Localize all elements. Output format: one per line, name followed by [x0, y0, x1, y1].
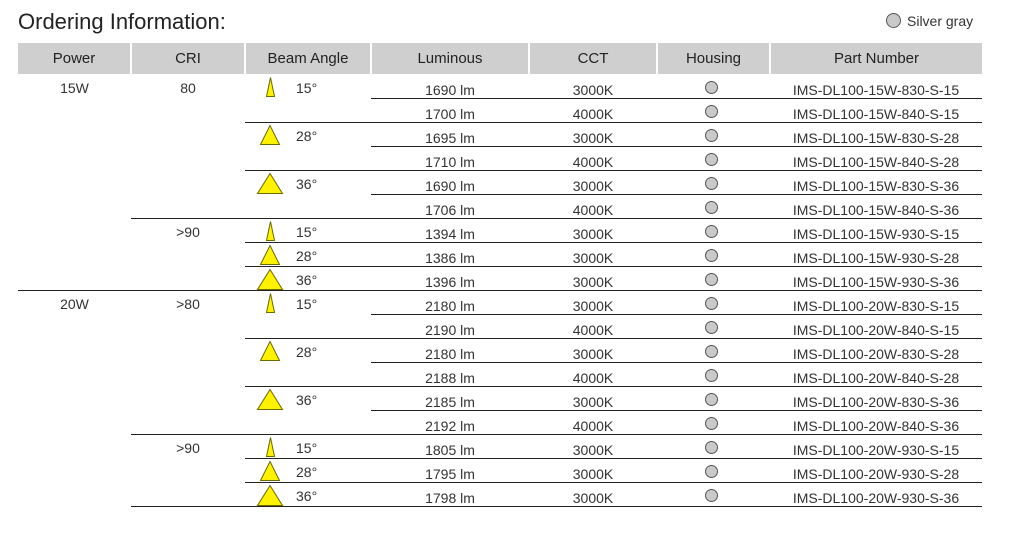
- beam-angle-cone-icon: [260, 461, 280, 481]
- luminous-cell: 2180 lm: [425, 298, 475, 314]
- housing-silver-gray-icon: [705, 177, 718, 190]
- part-number-cell: IMS-DL100-20W-840-S-36: [792, 418, 960, 434]
- cct-cell: 4000K: [572, 370, 614, 386]
- cct-cell: 4000K: [572, 322, 614, 338]
- cri-cell: 80: [180, 80, 196, 96]
- luminous-cell: 1805 lm: [425, 442, 475, 458]
- cri-divider: [131, 434, 371, 435]
- housing-silver-gray-icon: [705, 273, 718, 286]
- power-divider: [18, 290, 371, 291]
- row-divider: [371, 482, 982, 483]
- legend-label: Silver gray: [907, 13, 974, 29]
- luminous-cell: 1710 lm: [425, 154, 475, 170]
- housing-silver-gray-icon: [705, 489, 718, 502]
- cct-cell: 4000K: [572, 154, 614, 170]
- luminous-cell: 1700 lm: [425, 106, 475, 122]
- housing-legend: [886, 13, 973, 29]
- header-cri: CRI: [132, 43, 244, 74]
- housing-silver-gray-icon: [705, 129, 718, 142]
- cct-cell: 3000K: [572, 130, 614, 146]
- beam-angle-label: 36°: [296, 176, 318, 192]
- beam-angle-label: 36°: [296, 272, 318, 288]
- housing-silver-gray-icon: [705, 297, 718, 310]
- beam-angle-cone-icon: [257, 485, 283, 506]
- row-divider: [371, 170, 982, 171]
- part-number-cell: IMS-DL100-15W-830-S-36: [792, 178, 960, 194]
- beam-angle-label: 15°: [296, 296, 318, 312]
- luminous-cell: 2185 lm: [425, 394, 475, 410]
- housing-silver-gray-icon: [705, 441, 718, 454]
- row-divider: [371, 338, 982, 339]
- row-divider: [371, 242, 982, 243]
- luminous-cell: 1690 lm: [425, 178, 475, 194]
- part-number-cell: IMS-DL100-15W-840-S-28: [792, 154, 960, 170]
- row-divider: [371, 458, 982, 459]
- header-part-number: Part Number: [771, 43, 982, 74]
- luminous-cell: 1396 lm: [425, 274, 475, 290]
- housing-silver-gray-icon: [705, 345, 718, 358]
- cri-divider: [131, 218, 371, 219]
- cri-cell: >80: [176, 296, 200, 312]
- row-divider: [371, 434, 982, 435]
- beam-angle-cone-icon: [266, 293, 275, 313]
- luminous-cell: 1690 lm: [425, 82, 475, 98]
- row-divider: [371, 194, 982, 195]
- cri-cell: >90: [176, 440, 200, 456]
- row-divider: [371, 218, 982, 219]
- beam-angle-divider: [245, 266, 371, 267]
- part-number-cell: IMS-DL100-20W-930-S-15: [792, 442, 960, 458]
- cct-cell: 4000K: [572, 418, 614, 434]
- part-number-cell: IMS-DL100-20W-930-S-36: [792, 490, 960, 506]
- cct-cell: 3000K: [572, 82, 614, 98]
- housing-silver-gray-icon: [705, 105, 718, 118]
- beam-angle-cone-icon: [257, 269, 283, 290]
- luminous-cell: 1695 lm: [425, 130, 475, 146]
- beam-angle-divider: [245, 482, 371, 483]
- luminous-cell: 1706 lm: [425, 202, 475, 218]
- part-number-cell: IMS-DL100-20W-830-S-36: [792, 394, 960, 410]
- cri-cell: >90: [176, 224, 200, 240]
- beam-angle-label: 28°: [296, 344, 318, 360]
- table-bottom-line: [131, 506, 371, 507]
- housing-silver-gray-icon: [705, 369, 718, 382]
- beam-angle-cone-icon: [266, 437, 275, 457]
- housing-silver-gray-icon: [705, 201, 718, 214]
- cct-cell: 3000K: [572, 226, 614, 242]
- part-number-cell: IMS-DL100-20W-830-S-28: [792, 346, 960, 362]
- luminous-cell: 1394 lm: [425, 226, 475, 242]
- header-power: Power: [18, 43, 130, 74]
- header-cct: CCT: [530, 43, 656, 74]
- beam-angle-divider: [245, 338, 371, 339]
- cct-cell: 3000K: [572, 178, 614, 194]
- part-number-cell: IMS-DL100-15W-830-S-15: [792, 82, 960, 98]
- beam-angle-cone-icon: [266, 221, 275, 241]
- beam-angle-label: 28°: [296, 128, 318, 144]
- cct-cell: 3000K: [572, 442, 614, 458]
- housing-silver-gray-icon: [705, 225, 718, 238]
- housing-silver-gray-icon: [705, 81, 718, 94]
- beam-angle-label: 15°: [296, 80, 318, 96]
- beam-angle-divider: [245, 458, 371, 459]
- luminous-cell: 1798 lm: [425, 490, 475, 506]
- cct-cell: 3000K: [572, 394, 614, 410]
- cct-cell: 4000K: [572, 106, 614, 122]
- cct-cell: 3000K: [572, 346, 614, 362]
- luminous-cell: 2188 lm: [425, 370, 475, 386]
- luminous-cell: 1795 lm: [425, 466, 475, 482]
- cct-cell: 3000K: [572, 274, 614, 290]
- beam-angle-divider: [245, 386, 371, 387]
- part-number-cell: IMS-DL100-20W-840-S-28: [792, 370, 960, 386]
- row-divider: [371, 266, 982, 267]
- beam-angle-cone-icon: [266, 77, 275, 97]
- row-divider: [371, 98, 982, 99]
- luminous-cell: 2190 lm: [425, 322, 475, 338]
- row-divider: [371, 362, 982, 363]
- header-housing: Housing: [658, 43, 769, 74]
- cct-cell: 3000K: [572, 250, 614, 266]
- beam-angle-divider: [245, 170, 371, 171]
- beam-angle-cone-icon: [260, 245, 280, 265]
- cct-cell: 3000K: [572, 490, 614, 506]
- cct-cell: 4000K: [572, 202, 614, 218]
- beam-angle-label: 28°: [296, 248, 318, 264]
- part-number-cell: IMS-DL100-20W-830-S-15: [792, 298, 960, 314]
- row-divider: [371, 410, 982, 411]
- power-cell: 20W: [60, 296, 89, 312]
- row-divider: [371, 386, 982, 387]
- part-number-cell: IMS-DL100-15W-840-S-15: [792, 106, 960, 122]
- row-divider: [371, 290, 982, 291]
- housing-silver-gray-icon: [705, 417, 718, 430]
- row-divider: [371, 506, 982, 507]
- beam-angle-label: 36°: [296, 488, 318, 504]
- power-cell: 15W: [60, 80, 89, 96]
- beam-angle-cone-icon: [260, 125, 280, 145]
- beam-angle-divider: [245, 122, 371, 123]
- part-number-cell: IMS-DL100-20W-930-S-28: [792, 466, 960, 482]
- part-number-cell: IMS-DL100-15W-930-S-36: [792, 274, 960, 290]
- cct-cell: 3000K: [572, 298, 614, 314]
- beam-angle-label: 15°: [296, 224, 318, 240]
- part-number-cell: IMS-DL100-15W-930-S-15: [792, 226, 960, 242]
- header-luminous: Luminous: [372, 43, 528, 74]
- page-title: Ordering Information:: [18, 9, 226, 34]
- row-divider: [371, 146, 982, 147]
- part-number-cell: IMS-DL100-15W-830-S-28: [792, 130, 960, 146]
- beam-angle-label: 36°: [296, 392, 318, 408]
- beam-angle-cone-icon: [260, 341, 280, 361]
- beam-angle-label: 28°: [296, 464, 318, 480]
- part-number-cell: IMS-DL100-15W-930-S-28: [792, 250, 960, 266]
- beam-angle-divider: [245, 242, 371, 243]
- luminous-cell: 2192 lm: [425, 418, 475, 434]
- housing-silver-gray-icon: [705, 465, 718, 478]
- header-beam-angle: Beam Angle: [246, 43, 370, 74]
- beam-angle-cone-icon: [257, 173, 283, 194]
- housing-silver-gray-icon: [705, 321, 718, 334]
- row-divider: [371, 122, 982, 123]
- part-number-cell: IMS-DL100-20W-840-S-15: [792, 322, 960, 338]
- row-divider: [371, 314, 982, 315]
- housing-silver-gray-icon: [705, 153, 718, 166]
- beam-angle-cone-icon: [257, 389, 283, 410]
- cct-cell: 3000K: [572, 466, 614, 482]
- part-number-cell: IMS-DL100-15W-840-S-36: [792, 202, 960, 218]
- housing-silver-gray-icon: [705, 393, 718, 406]
- luminous-cell: 2180 lm: [425, 346, 475, 362]
- beam-angle-label: 15°: [296, 440, 318, 456]
- luminous-cell: 1386 lm: [425, 250, 475, 266]
- silver-gray-swatch-icon: [886, 13, 901, 28]
- housing-silver-gray-icon: [705, 249, 718, 262]
